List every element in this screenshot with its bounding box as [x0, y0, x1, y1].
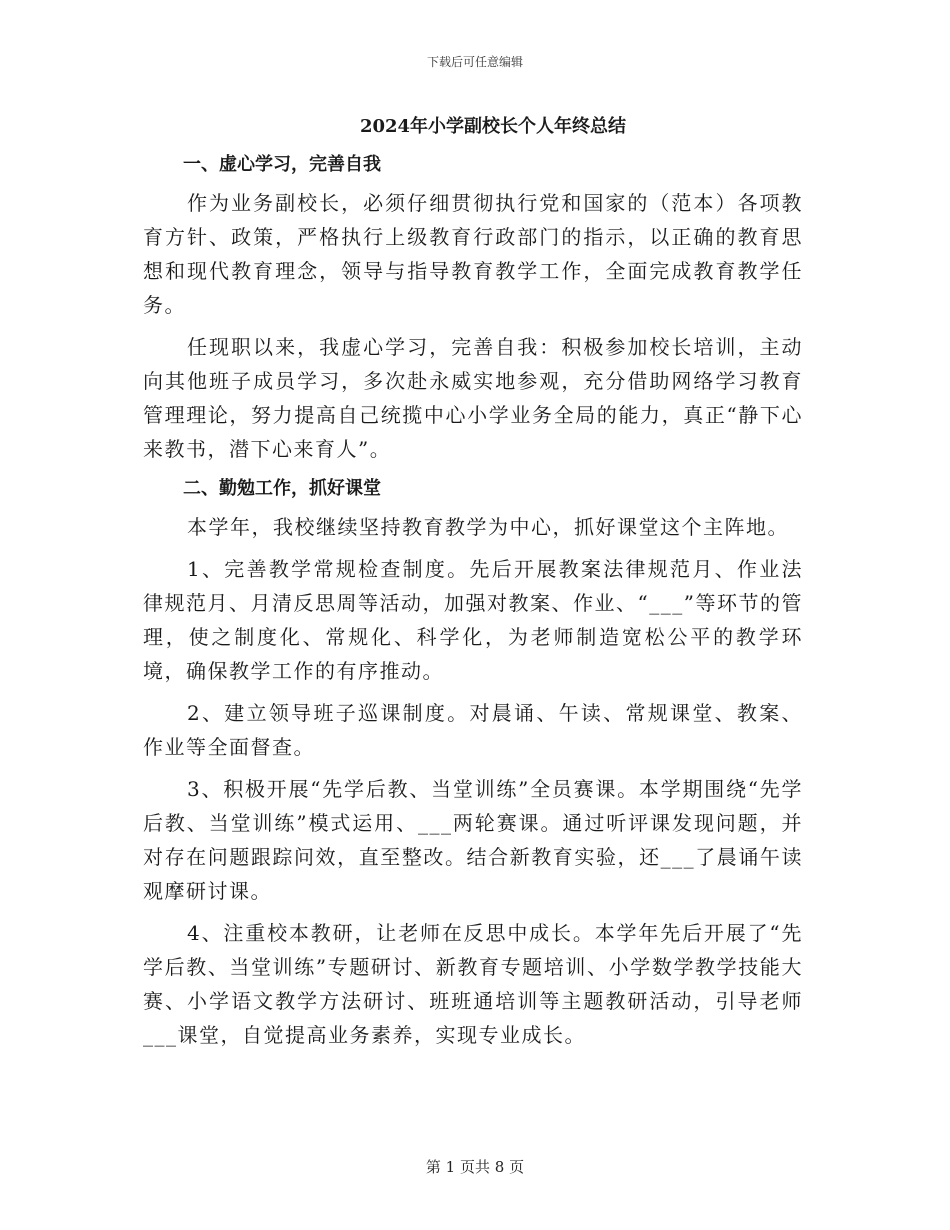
- paragraph-4: 1、完善教学常规检查制度。先后开展教案法律规范月、作业法律规范月、月清反思周等活动，加强对教案、作业、“___”等环节的管理，使之制度化、常规化、科学化，为老师制造宽松公平的教学环境，确保教学工作的有序推动。: [143, 557, 803, 683]
- paragraph-6: 3、积极开展“先学后教、当堂训练”全员赛课。本学期围绕“先学后教、当堂训练”模式运用、___两轮赛课。通过听评课发现问题，并对存在问题跟踪问效，直至整改。结合新教育实验，还___了晨诵午读观摩研讨课。: [143, 777, 803, 903]
- page-header-note: 下载后可任意编辑: [426, 55, 523, 69]
- paragraph-1: 作为业务副校长，必须仔细贯彻执行党和国家的（范本）各项教育方针、政策，严格执行上级教育行政部门的指示，以正确的教育思想和现代教育理念，领导与指导教育教学工作，全面完成教育教学任务。: [143, 191, 803, 317]
- section-heading-1: 一、虚心学习，完善自我: [183, 154, 381, 175]
- paragraph-5: 2、建立领导班子巡课制度。对晨诵、午读、常规课堂、教案、作业等全面督查。: [143, 701, 803, 759]
- paragraph-7: 4、注重校本教研，让老师在反思中成长。本学年先后开展了“先学后教、当堂训练”专题研讨、新教育专题培训、小学数学教学技能大赛、小学语文教学方法研讨、班班通培训等主题教研活动，引导老师___课堂，自觉提高业务素养，实现专业成长。: [143, 921, 803, 1047]
- section-heading-2: 二、勤勉工作，抓好课堂: [183, 478, 381, 499]
- document-title: 2024年小学副校长个人年终总结: [359, 116, 627, 137]
- paragraph-2: 任现职以来，我虚心学习，完善自我：积极参加校长培训，主动向其他班子成员学习，多次赴永威实地参观，充分借助网络学习教育管理理论，努力提高自己统揽中心小学业务全局的能力，真正“静下心来教书，潜下心来育人”。: [143, 335, 803, 461]
- paragraph-3: 本学年，我校继续坚持教育教学为中心，抓好课堂这个主阵地。: [187, 515, 789, 539]
- page-number-footer: 第 1 页共 8 页: [425, 1158, 525, 1176]
- document-body: [143, 113, 803, 1060]
